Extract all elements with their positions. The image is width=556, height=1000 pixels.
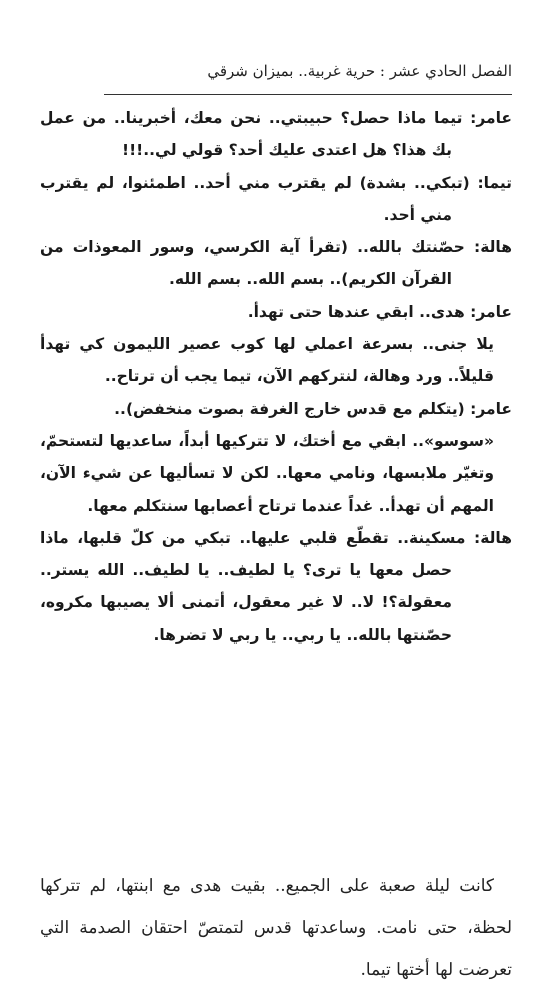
dialogue-paragraph: هالة: مسكينة.. تقطّع قلبي عليها.. تبكي من كلّ قلبها، ماذا حصل معها يا ترى؟ يا لطيف.. يا لطيف.. الله يستر.. معقولة؟! لا.. لا غير معقول، أتمنى ألا يصيبها مكروه، حصّنتها بالله.. يا ربي.. يا ربي لا تضرها. <box>40 528 512 644</box>
dialogue-paragraph: هالة: حصّنتك بالله.. (تقرأ آية الكرسي، وسور المعوذات من القرآن الكريم).. بسم الله.. بسم الله. <box>40 238 512 289</box>
header-divider <box>104 94 512 95</box>
dialogue-paragraph: «سوسو».. ابقي مع أختك، لا تتركيها أبداً، ساعديها لتستحمّ، وتغيّر ملابسها، ونامي معها.. لكن لا تسأليها عن شيء الآن، المهم أن تهدأ.. غداً عندما ترتاح أعصابها سنتكلم معها. <box>40 431 494 515</box>
dialogue-paragraph: عامر: تيما ماذا حصل؟ حبيبتي.. نحن معك، أخبرينا.. من عمل بك هذا؟ هل اعتدى عليك أحد؟ قولي لي..!!! <box>40 109 512 160</box>
running-header: الفصل الحادي عشر : حرية غربية.. بميزان شرقي <box>207 62 512 80</box>
dialogue-paragraph: عامر: (يتكلم مع قدس خارج الغرفة بصوت منخفض).. <box>114 399 512 418</box>
narration-paragraph: كانت ليلة صعبة على الجميع.. بقيت هدى مع ابنتها، لم تتركها لحظة، حتى نامت. وساعدتها قدس لتمتصّ احتقان الصدمة التي تعرضت لها أختها تيما. <box>40 876 512 980</box>
dialogue-section <box>40 102 512 651</box>
dialogue-paragraph: تيما: (تبكي.. بشدة) لم يقترب مني أحد.. اطمئنوا، لم يقترب مني أحد. <box>40 173 512 224</box>
dialogue-paragraph: يلا جنى.. بسرعة اعملي لها كوب عصير الليمون كي تهدأ قليلاً.. ورد وهالة، لنتركهم الآن، تيما يجب أن ترتاح.. <box>40 335 494 386</box>
dialogue-paragraph: عامر: هدى.. ابقي عندها حتى تهدأ. <box>247 302 512 321</box>
